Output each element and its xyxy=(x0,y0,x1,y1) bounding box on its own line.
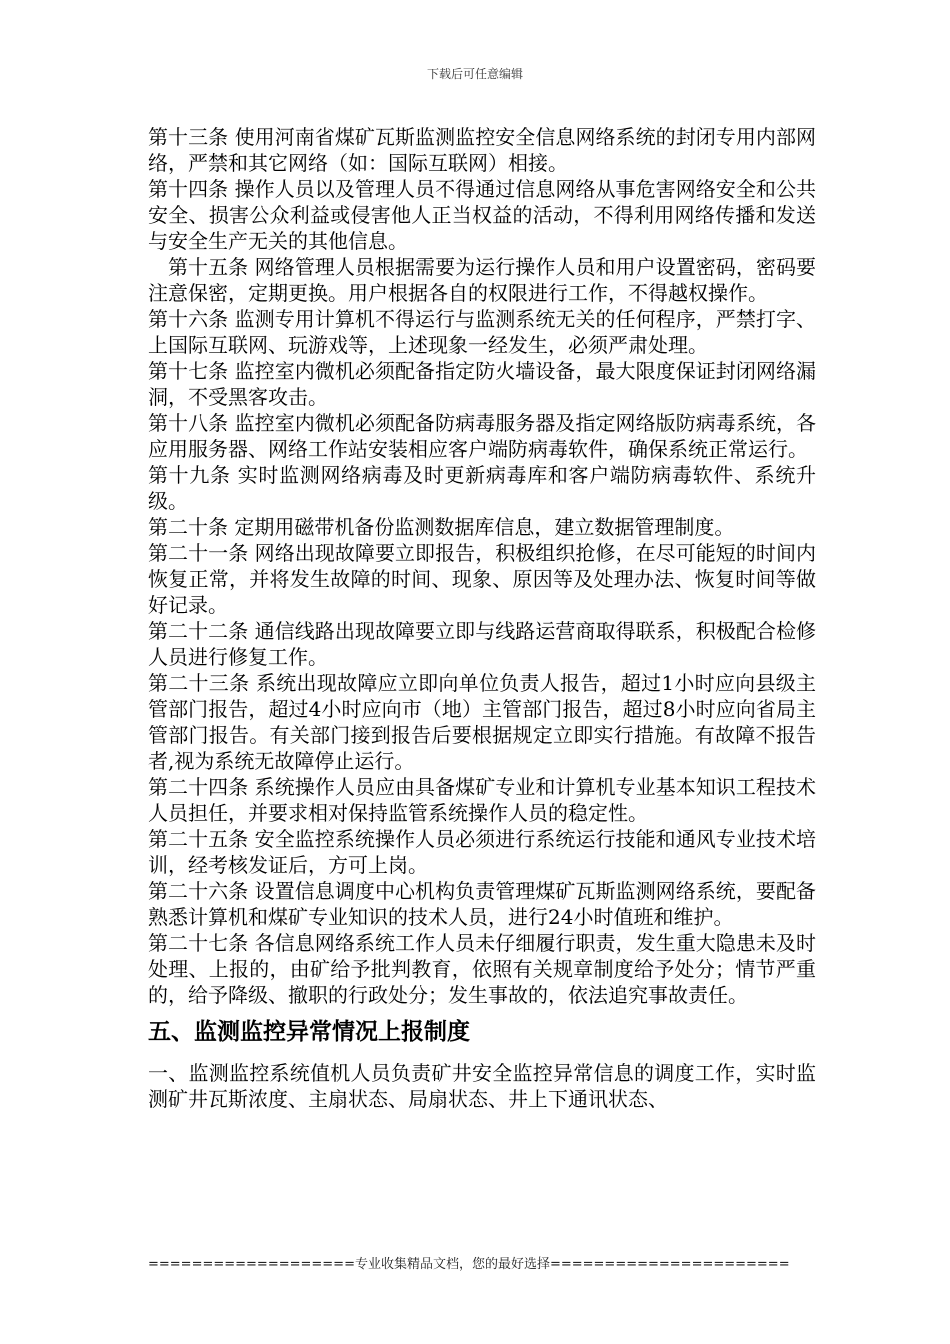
page-header: 下载后可任意编辑 xyxy=(426,67,523,81)
article-18: 第十八条 监控室内微机必须配备防病毒服务器及指定网络版防病毒系统，各应用服务器、网络工作站安装相应客户端防病毒软件，确保系统正常运行。 xyxy=(148,411,816,461)
article-25: 第二十五条 安全监控系统操作人员必须进行系统运行技能和通风专业技术培训，经考核发证后，方可上岗。 xyxy=(148,827,816,877)
article-17: 第十七条 监控室内微机必须配备指定防火墙设备，最大限度保证封闭网络漏洞，不受黑客攻击。 xyxy=(148,359,816,409)
article-16: 第十六条 监测专用计算机不得运行与监测系统无关的任何程序，严禁打字、上国际互联网、玩游戏等，上述现象一经发生，必须严肃处理。 xyxy=(148,307,816,357)
article-24: 第二十四条 系统操作人员应由具备煤矿专业和计算机专业基本知识工程技术人员担任，并要求相对保持监管系统操作人员的稳定性。 xyxy=(148,775,816,825)
article-26: 第二十六条 设置信息调度中心机构负责管理煤矿瓦斯监测网络系统，要配备熟悉计算机和煤矿专业知识的技术人员，进行24小时值班和维护。 xyxy=(148,879,816,929)
article-21: 第二十一条 网络出现故障要立即报告，积极组织抢修，在尽可能短的时间内恢复正常，并将发生故障的时间、现象、原因等及处理办法、恢复时间等做好记录。 xyxy=(148,541,816,617)
page-footer: ===================专业收集精品文档，您的最好选择====================== xyxy=(148,1257,790,1272)
article-14: 第十四条 操作人员以及管理人员不得通过信息网络从事危害网络安全和公共安全、损害公众利益或侵害他人正当权益的活动，不得利用网络传播和发送与安全生产无关的其他信息。 xyxy=(148,177,816,253)
section-paragraph: 一、监测监控系统值机人员负责矿井安全监控异常信息的调度工作，实时监测矿井瓦斯浓度、主扇状态、局扇状态、井上下通讯状态、 xyxy=(148,1061,816,1111)
article-13: 第十三条 使用河南省煤矿瓦斯监测监控安全信息网络系统的封闭专用内部网络，严禁和其它网络（如：国际互联网）相接。 xyxy=(148,125,816,175)
article-22: 第二十二条 通信线路出现故障要立即与线路运营商取得联系，积极配合检修人员进行修复工作。 xyxy=(148,619,816,669)
section-title: 五、监测监控异常情况上报制度 xyxy=(148,1019,470,1045)
article-19: 第十九条 实时监测网络病毒及时更新病毒库和客户端防病毒软件、系统升级。 xyxy=(148,463,816,513)
article-15: 第十五条 网络管理人员根据需要为运行操作人员和用户设置密码，密码要注意保密，定期更换。用户根据各自的权限进行工作，不得越权操作。 xyxy=(148,255,816,305)
document-body xyxy=(148,124,816,1112)
article-23: 第二十三条 系统出现故障应立即向单位负责人报告，超过1小时应向县级主管部门报告，超过4小时应向市（地）主管部门报告，超过8小时应向省局主管部门报告。有关部门接到报告后要根据规定立即实行措施。有故障不报告者,视为系统无故障停止运行。 xyxy=(148,671,816,773)
article-20: 第二十条 定期用磁带机备份监测数据库信息，建立数据管理制度。 xyxy=(148,515,735,539)
article-27: 第二十七条 各信息网络系统工作人员未仔细履行职责，发生重大隐患未及时处理、上报的，由矿给予批判教育，依照有关规章制度给予处分；情节严重的，给予降级、撤职的行政处分；发生事故的，依法追究事故责任。 xyxy=(148,931,816,1007)
